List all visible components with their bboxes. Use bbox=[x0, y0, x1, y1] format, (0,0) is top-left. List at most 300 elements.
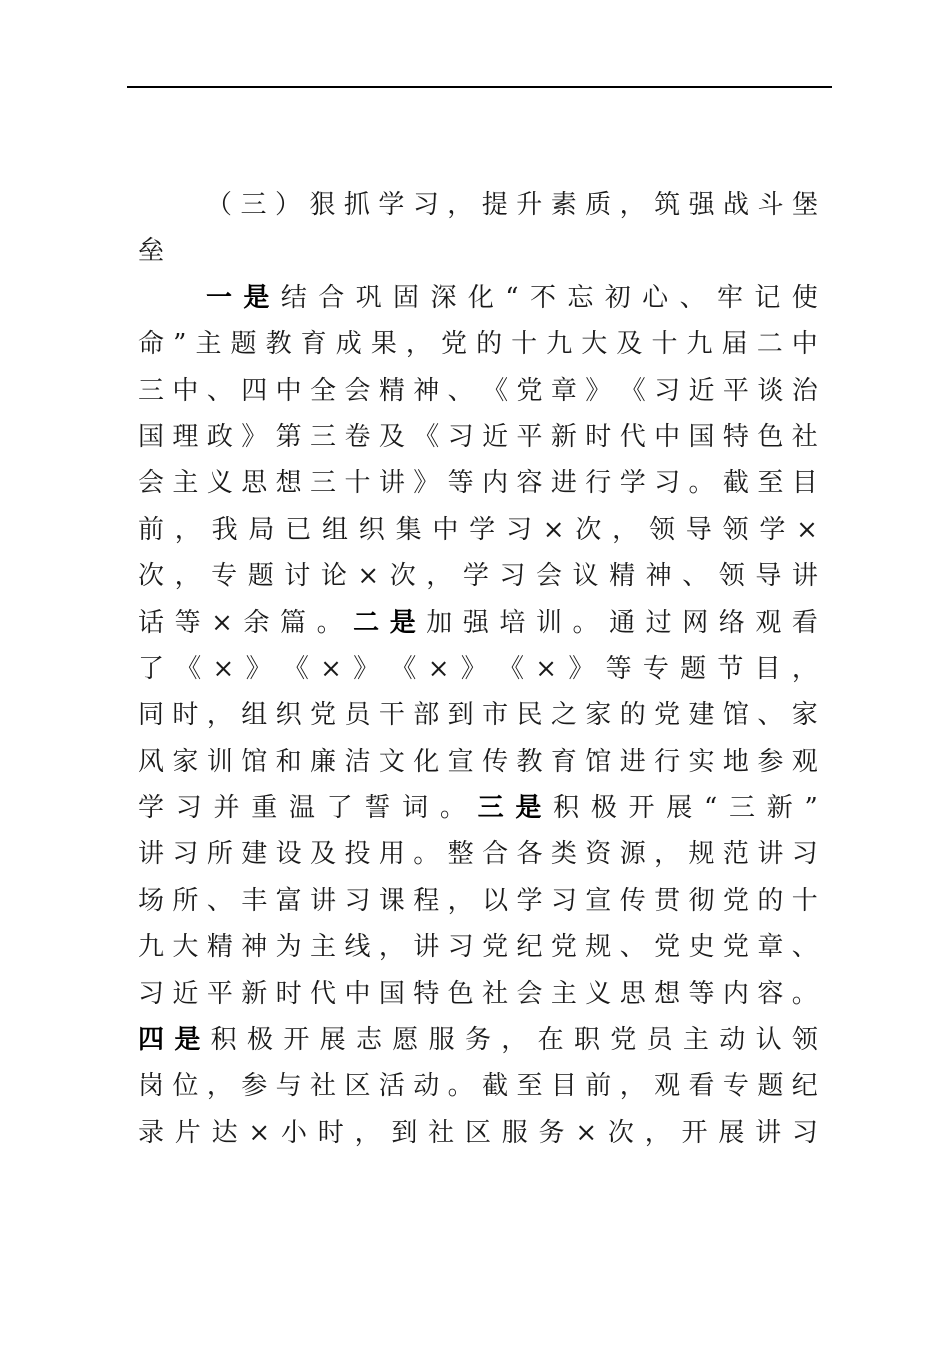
char: 结 bbox=[280, 282, 307, 313]
char: 学 bbox=[469, 514, 496, 545]
char: 小 bbox=[280, 1117, 307, 1148]
char: ， bbox=[644, 1117, 671, 1148]
char: ， bbox=[378, 932, 405, 963]
char: 党 bbox=[722, 885, 749, 916]
char: 《 bbox=[282, 653, 309, 684]
char: 会 bbox=[344, 375, 371, 406]
char: 义 bbox=[206, 468, 233, 499]
char: 学 bbox=[759, 514, 786, 545]
body-line bbox=[138, 971, 818, 1017]
char: 观 bbox=[791, 746, 818, 777]
char: 三 bbox=[310, 421, 337, 452]
char: 建 bbox=[241, 839, 268, 870]
char: 观 bbox=[755, 607, 782, 638]
char: 议 bbox=[572, 561, 599, 592]
char: ， bbox=[619, 190, 646, 220]
char: 设 bbox=[275, 839, 302, 870]
char: ， bbox=[206, 1071, 233, 1102]
char: 命 bbox=[138, 329, 165, 360]
char: 近 bbox=[482, 421, 509, 452]
body-line bbox=[138, 739, 818, 785]
char: 传 bbox=[482, 746, 509, 777]
char: 平 bbox=[516, 421, 543, 452]
char: 篇 bbox=[280, 607, 307, 638]
char: 建 bbox=[688, 700, 715, 731]
char: × bbox=[357, 561, 380, 592]
char: 党 bbox=[550, 932, 577, 963]
char: 极 bbox=[246, 1025, 273, 1056]
char: 程 bbox=[413, 885, 440, 916]
char: 育 bbox=[300, 329, 327, 360]
char: 。 bbox=[447, 1071, 474, 1102]
char: 学 bbox=[378, 190, 405, 220]
char: 及 bbox=[616, 329, 643, 360]
char: 堡 bbox=[791, 190, 818, 220]
char: 时 bbox=[275, 978, 302, 1009]
char: 三 bbox=[138, 375, 165, 406]
char: 集 bbox=[395, 514, 422, 545]
char: 化 bbox=[413, 746, 440, 777]
paragraph bbox=[138, 275, 818, 1156]
body-line bbox=[138, 275, 818, 321]
char: ， bbox=[354, 1117, 381, 1148]
char: 愿 bbox=[392, 1025, 419, 1056]
char: 题 bbox=[247, 561, 274, 592]
char: × bbox=[427, 653, 450, 684]
char: ” bbox=[804, 793, 818, 824]
char: 平 bbox=[206, 978, 233, 1009]
char: 洁 bbox=[344, 746, 371, 777]
char: 纪 bbox=[516, 932, 543, 963]
char: 神 bbox=[241, 932, 268, 963]
char: 服 bbox=[501, 1117, 528, 1148]
char: 所 bbox=[206, 839, 233, 870]
char: 展 bbox=[319, 1025, 346, 1056]
char: 积 bbox=[210, 1025, 237, 1056]
char: 党 bbox=[310, 700, 337, 731]
char: 务 bbox=[464, 1025, 491, 1056]
char: 用 bbox=[378, 839, 405, 870]
char: 论 bbox=[320, 561, 347, 592]
char: 导 bbox=[685, 514, 712, 545]
char: 章 bbox=[757, 932, 784, 963]
char: 局 bbox=[248, 514, 275, 545]
char: 大 bbox=[581, 329, 608, 360]
char: 节 bbox=[717, 653, 744, 684]
char: 习 bbox=[344, 885, 371, 916]
char: 第 bbox=[275, 421, 302, 452]
char: 领 bbox=[718, 561, 745, 592]
char: ” bbox=[173, 329, 187, 360]
char: 是 bbox=[174, 1025, 201, 1056]
char: 卷 bbox=[344, 421, 371, 452]
char: 讲 bbox=[755, 1117, 782, 1148]
char: 之 bbox=[550, 700, 577, 731]
char: 丰 bbox=[241, 885, 268, 916]
char: 使 bbox=[791, 282, 818, 313]
char: 培 bbox=[499, 607, 526, 638]
char: 到 bbox=[391, 1117, 418, 1148]
char: 中 bbox=[344, 978, 371, 1009]
body-line bbox=[138, 460, 818, 506]
char: 近 bbox=[172, 978, 199, 1009]
char: ） bbox=[274, 190, 301, 220]
char: 片 bbox=[174, 1117, 201, 1148]
char: 习 bbox=[172, 839, 199, 870]
char: 深 bbox=[430, 282, 457, 313]
body-line bbox=[138, 1110, 818, 1156]
char: 代 bbox=[619, 421, 646, 452]
char: 思 bbox=[619, 978, 646, 1009]
char: 主 bbox=[195, 329, 222, 360]
char: 不 bbox=[529, 282, 556, 313]
char: 以 bbox=[482, 885, 509, 916]
char: 记 bbox=[754, 282, 781, 313]
char: 活 bbox=[378, 1071, 405, 1102]
char: 开 bbox=[628, 793, 655, 824]
char: 想 bbox=[275, 468, 302, 499]
char: 规 bbox=[688, 839, 715, 870]
char: 》 bbox=[460, 653, 487, 684]
char: 专 bbox=[642, 653, 669, 684]
char: 特 bbox=[722, 421, 749, 452]
char: 代 bbox=[310, 978, 337, 1009]
body-line bbox=[138, 321, 818, 367]
char: 了 bbox=[326, 793, 353, 824]
char: 提 bbox=[481, 190, 508, 220]
char: 组 bbox=[321, 514, 348, 545]
char: 区 bbox=[464, 1117, 491, 1148]
char: 习 bbox=[654, 468, 681, 499]
char: 次 bbox=[389, 561, 416, 592]
char: 》 bbox=[568, 653, 595, 684]
char: 国 bbox=[688, 421, 715, 452]
char: 国 bbox=[138, 421, 165, 452]
char: ， bbox=[206, 700, 233, 731]
char: 习 bbox=[505, 514, 532, 545]
char: 服 bbox=[428, 1025, 455, 1056]
body-line bbox=[138, 924, 818, 970]
char: 贯 bbox=[654, 885, 681, 916]
char: 宣 bbox=[585, 885, 612, 916]
char: 《 bbox=[498, 653, 525, 684]
char: 内 bbox=[482, 468, 509, 499]
char: 干 bbox=[378, 700, 405, 731]
char: 家 bbox=[172, 746, 199, 777]
char: 实 bbox=[688, 746, 715, 777]
char: 等 bbox=[174, 607, 201, 638]
char: 等 bbox=[688, 978, 715, 1009]
char: 学 bbox=[138, 793, 165, 824]
char: × bbox=[211, 607, 233, 638]
char: 主 bbox=[310, 932, 337, 963]
char: 廉 bbox=[310, 746, 337, 777]
char: 十 bbox=[791, 885, 818, 916]
char: 重 bbox=[251, 793, 278, 824]
char: 、 bbox=[206, 375, 233, 406]
char: 加 bbox=[426, 607, 453, 638]
char: × bbox=[212, 653, 235, 684]
char: 特 bbox=[413, 978, 440, 1009]
char: 义 bbox=[585, 978, 612, 1009]
char: ， bbox=[426, 561, 453, 592]
char: 内 bbox=[722, 978, 749, 1009]
char: 升 bbox=[516, 190, 543, 220]
char: “ bbox=[505, 282, 519, 313]
char: ， bbox=[405, 329, 432, 360]
char: 课 bbox=[378, 885, 405, 916]
char: 党 bbox=[610, 1025, 637, 1056]
char: 巩 bbox=[355, 282, 382, 313]
char: 抓 bbox=[343, 190, 370, 220]
char: 等 bbox=[605, 653, 632, 684]
char: × bbox=[320, 653, 342, 684]
char: 看 bbox=[791, 607, 818, 638]
char: 同 bbox=[138, 700, 165, 731]
char: 《 bbox=[619, 375, 646, 406]
char: 》 bbox=[413, 468, 440, 499]
char: 各 bbox=[516, 839, 543, 870]
char: 《 bbox=[413, 421, 440, 452]
char: 进 bbox=[550, 468, 577, 499]
char: 的 bbox=[757, 885, 784, 916]
char: 党 bbox=[654, 932, 681, 963]
char: 会 bbox=[516, 978, 543, 1009]
char: 史 bbox=[688, 932, 715, 963]
char: 员 bbox=[646, 1025, 673, 1056]
char: 强 bbox=[688, 190, 715, 220]
char: 中 bbox=[791, 329, 818, 360]
char: × bbox=[542, 514, 565, 545]
char: 九 bbox=[686, 329, 713, 360]
char: 。 bbox=[439, 793, 466, 824]
char: 一 bbox=[206, 282, 233, 313]
char: 市 bbox=[482, 700, 509, 731]
char: 时 bbox=[585, 421, 612, 452]
char: 筑 bbox=[654, 190, 681, 220]
char: 中 bbox=[275, 375, 302, 406]
char: 等 bbox=[447, 468, 474, 499]
char: ， bbox=[447, 190, 474, 220]
char: 强 bbox=[462, 607, 489, 638]
char: 》 bbox=[241, 421, 268, 452]
char: 精 bbox=[609, 561, 636, 592]
char: 通 bbox=[609, 607, 636, 638]
char: 训 bbox=[206, 746, 233, 777]
char: 《 bbox=[390, 653, 417, 684]
char: 《 bbox=[482, 375, 509, 406]
char: 职 bbox=[573, 1025, 600, 1056]
char: 时 bbox=[317, 1117, 344, 1148]
char: 》 bbox=[353, 653, 380, 684]
char: 斗 bbox=[757, 190, 784, 220]
char: 达 bbox=[211, 1117, 238, 1148]
char: 风 bbox=[138, 746, 165, 777]
char: 网 bbox=[682, 607, 709, 638]
char: 富 bbox=[275, 885, 302, 916]
char: 余 bbox=[243, 607, 270, 638]
char: 训 bbox=[535, 607, 562, 638]
char: 党 bbox=[440, 329, 467, 360]
char: × bbox=[248, 1117, 271, 1148]
char: 次 bbox=[138, 561, 165, 592]
char: 是 bbox=[515, 793, 542, 824]
char: 认 bbox=[755, 1025, 782, 1056]
body-line bbox=[138, 600, 818, 646]
char: 在 bbox=[537, 1025, 564, 1056]
char: 。 bbox=[688, 468, 715, 499]
char: 资 bbox=[585, 839, 612, 870]
char: 容 bbox=[757, 978, 784, 1009]
char: 九 bbox=[138, 932, 165, 963]
char: 平 bbox=[722, 375, 749, 406]
char: 精 bbox=[206, 932, 233, 963]
char: 》 bbox=[585, 375, 612, 406]
char: 狠 bbox=[309, 190, 336, 220]
char: 党 bbox=[654, 700, 681, 731]
char: 次 bbox=[607, 1117, 634, 1148]
char: 宣 bbox=[447, 746, 474, 777]
char: 专 bbox=[722, 1071, 749, 1102]
char: 新 bbox=[550, 421, 577, 452]
char: 三 bbox=[240, 190, 267, 220]
char: 截 bbox=[482, 1071, 509, 1102]
char: 想 bbox=[654, 978, 681, 1009]
char: 质 bbox=[585, 190, 612, 220]
char: 谈 bbox=[757, 375, 784, 406]
char: 党 bbox=[722, 932, 749, 963]
char: 全 bbox=[310, 375, 337, 406]
body-line bbox=[138, 1063, 818, 1109]
char: 习 bbox=[499, 561, 526, 592]
char: 社 bbox=[310, 1071, 337, 1102]
char: 题 bbox=[230, 329, 257, 360]
char: 新 bbox=[241, 978, 268, 1009]
char: 到 bbox=[447, 700, 474, 731]
char: ， bbox=[619, 1071, 646, 1102]
body-line bbox=[138, 507, 818, 553]
char: 积 bbox=[553, 793, 580, 824]
char: 纪 bbox=[791, 1071, 818, 1102]
char: × bbox=[535, 653, 558, 684]
char: 进 bbox=[619, 746, 646, 777]
char: 领 bbox=[648, 514, 675, 545]
char: 、 bbox=[682, 561, 709, 592]
char: 十 bbox=[511, 329, 538, 360]
char: 二 bbox=[756, 329, 783, 360]
char: 十 bbox=[344, 468, 371, 499]
char: 、 bbox=[447, 375, 474, 406]
char: 时 bbox=[172, 700, 199, 731]
char: 政 bbox=[206, 421, 233, 452]
char: 近 bbox=[688, 375, 715, 406]
char: × bbox=[575, 1117, 598, 1148]
char: 。 bbox=[791, 978, 818, 1009]
char: 中 bbox=[654, 421, 681, 452]
char: 展 bbox=[718, 1117, 745, 1148]
char: 领 bbox=[791, 1025, 818, 1056]
char: 极 bbox=[590, 793, 617, 824]
char: 初 bbox=[604, 282, 631, 313]
char: 志 bbox=[355, 1025, 382, 1056]
char: 织 bbox=[358, 514, 385, 545]
char: 话 bbox=[138, 607, 165, 638]
section-heading-line-2: 垒 bbox=[138, 236, 165, 267]
char: 。 bbox=[316, 607, 343, 638]
char: 讲 bbox=[791, 561, 818, 592]
char: 了 bbox=[138, 653, 165, 684]
char: 讲 bbox=[757, 839, 784, 870]
char: 织 bbox=[275, 700, 302, 731]
char: 容 bbox=[516, 468, 543, 499]
char: 录 bbox=[138, 1117, 165, 1148]
char: 、 bbox=[619, 932, 646, 963]
char: “ bbox=[704, 793, 718, 824]
char: 会 bbox=[138, 468, 165, 499]
char: 及 bbox=[310, 839, 337, 870]
char: 范 bbox=[722, 839, 749, 870]
char: 规 bbox=[585, 932, 612, 963]
char: 是 bbox=[243, 282, 270, 313]
body-line bbox=[138, 368, 818, 414]
char: 家 bbox=[791, 700, 818, 731]
char: 动 bbox=[719, 1025, 746, 1056]
char: 讲 bbox=[413, 932, 440, 963]
char: 前 bbox=[585, 1071, 612, 1102]
char: 理 bbox=[172, 421, 199, 452]
char: 社 bbox=[428, 1117, 455, 1148]
char: 员 bbox=[344, 700, 371, 731]
char: 固 bbox=[393, 282, 420, 313]
char: 习 bbox=[138, 978, 165, 1009]
char: 三 bbox=[729, 793, 756, 824]
char: 展 bbox=[666, 793, 693, 824]
char: 专 bbox=[211, 561, 238, 592]
char: ， bbox=[447, 885, 474, 916]
char: 色 bbox=[757, 421, 784, 452]
char: 观 bbox=[654, 1071, 681, 1102]
char: 行 bbox=[654, 746, 681, 777]
char: 所 bbox=[172, 885, 199, 916]
char: ， bbox=[174, 561, 201, 592]
char: ， bbox=[174, 514, 201, 545]
char: 会 bbox=[535, 561, 562, 592]
char: 章 bbox=[550, 375, 577, 406]
char: 目 bbox=[550, 1071, 577, 1102]
char: 战 bbox=[723, 190, 750, 220]
char: 九 bbox=[546, 329, 573, 360]
char: 四 bbox=[241, 375, 268, 406]
char: 至 bbox=[757, 468, 784, 499]
char: ， bbox=[791, 653, 818, 684]
char: 习 bbox=[791, 839, 818, 870]
char: 国 bbox=[378, 978, 405, 1009]
char: 馆 bbox=[585, 746, 612, 777]
char: 的 bbox=[619, 700, 646, 731]
char: 神 bbox=[645, 561, 672, 592]
char: 馆 bbox=[722, 700, 749, 731]
char: ， bbox=[612, 514, 639, 545]
char: 投 bbox=[344, 839, 371, 870]
char: 题 bbox=[757, 1071, 784, 1102]
char: 前 bbox=[138, 514, 165, 545]
char: 源 bbox=[619, 839, 646, 870]
char: 党 bbox=[482, 932, 509, 963]
char: 导 bbox=[755, 561, 782, 592]
char: 学 bbox=[516, 885, 543, 916]
char: 三 bbox=[477, 793, 504, 824]
char: 场 bbox=[138, 885, 165, 916]
